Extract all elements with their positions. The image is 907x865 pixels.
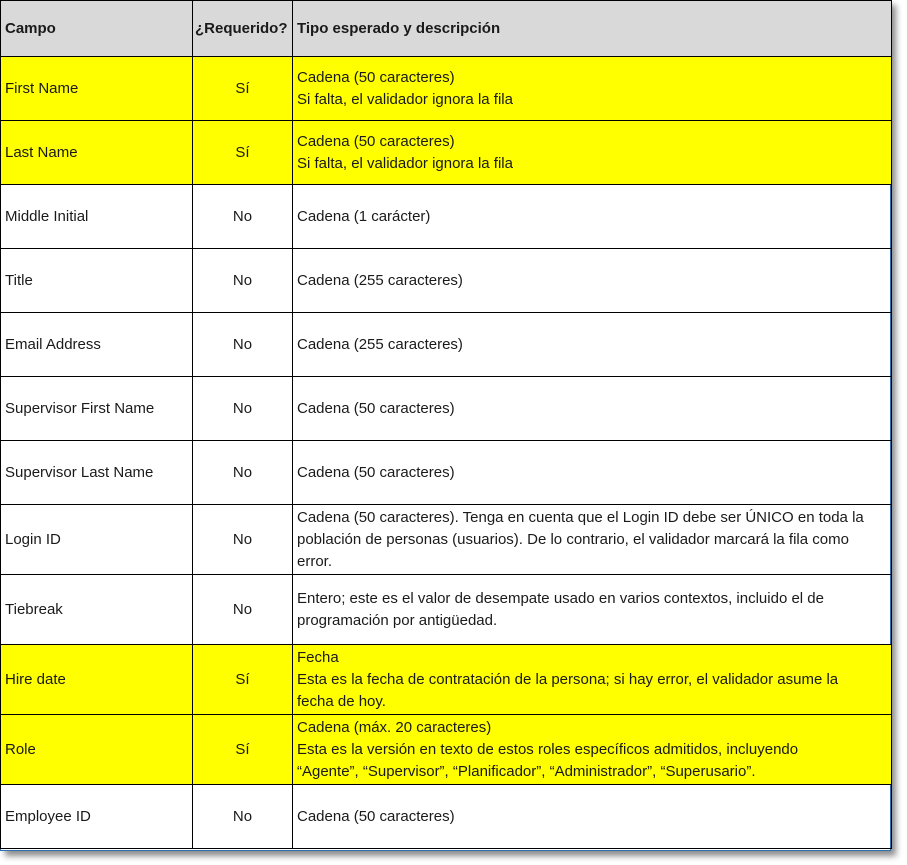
required-cell: No [193,575,293,645]
required-cell: Sí [193,715,293,785]
required-cell: No [193,377,293,441]
description-line: Si falta, el validador ignora la fila [297,90,513,108]
field-cell: Last Name [1,121,193,185]
header-field: Campo [1,1,193,57]
description-cell [293,57,892,121]
field-cell: First Name [1,57,193,121]
required-cell: No [193,785,293,849]
field-cell: Role [1,715,193,785]
description-cell [293,313,892,377]
description-line: Cadena (1 carácter) [297,207,431,225]
required-cell: No [193,249,293,313]
description-line: Cadena (50 caracteres) [297,463,455,481]
description-cell [293,377,892,441]
field-cell: Login ID [1,505,193,575]
description-line: Cadena (50 caracteres) [297,399,455,417]
description-cell [293,505,892,575]
table-row [1,377,892,441]
field-cell: Middle Initial [1,185,193,249]
description-line: Cadena (máx. 20 caracteres) [297,718,492,736]
table-row [1,185,892,249]
description-cell [293,249,892,313]
table-row [1,505,892,575]
table-row [1,121,892,185]
field-cell: Email Address [1,313,193,377]
description-line: Fecha [297,648,339,666]
header-row [1,1,892,57]
description-cell [293,645,892,715]
field-cell: Hire date [1,645,193,715]
header-description: Tipo esperado y descripción [293,1,892,57]
description-line: Cadena (255 caracteres) [297,271,463,289]
required-cell: No [193,441,293,505]
description-line: población de personas (usuarios). De lo contrario, el validador marcará la fila como [297,530,849,548]
description-line: Cadena (50 caracteres) [297,132,455,150]
table-row [1,249,892,313]
table-row [1,715,892,785]
description-cell [293,575,892,645]
required-cell: Sí [193,57,293,121]
description-line: Esta es la fecha de contratación de la persona; si hay error, el validador asume la [297,670,839,688]
description-line: fecha de hoy. [297,692,386,710]
field-cell: Tiebreak [1,575,193,645]
field-cell: Employee ID [1,785,193,849]
description-cell [293,185,892,249]
table-row [1,785,892,849]
required-cell: No [193,313,293,377]
table-row [1,575,892,645]
required-cell: Sí [193,645,293,715]
description-line: Cadena (255 caracteres) [297,335,463,353]
table-row [1,645,892,715]
description-cell [293,715,892,785]
field-cell: Supervisor Last Name [1,441,193,505]
field-cell: Title [1,249,193,313]
required-cell: No [193,185,293,249]
description-cell [293,441,892,505]
description-line: Entero; este es el valor de desempate usado en varios contextos, incluido el de [297,589,824,607]
description-cell [293,785,892,849]
description-line: “Agente”, “Supervisor”, “Planificador”, “Administrador”, “Superusario”. [297,762,756,780]
description-cell [293,121,892,185]
description-line: Cadena (50 caracteres) [297,807,455,825]
table-row [1,57,892,121]
header-required: ¿Requerido? [193,1,293,57]
table-row [1,441,892,505]
table-row [1,313,892,377]
description-line: programación por antigüedad. [297,611,498,629]
field-cell: Supervisor First Name [1,377,193,441]
required-cell: Sí [193,121,293,185]
table-body [1,57,892,849]
description-line: Si falta, el validador ignora la fila [297,154,513,172]
description-line: error. [297,552,333,570]
description-line: Cadena (50 caracteres) [297,68,455,86]
description-line: Esta es la versión en texto de estos roles específicos admitidos, incluyendo [297,740,799,758]
required-cell: No [193,505,293,575]
description-line: Cadena (50 caracteres). Tenga en cuenta que el Login ID debe ser ÚNICO en toda la [297,508,864,526]
